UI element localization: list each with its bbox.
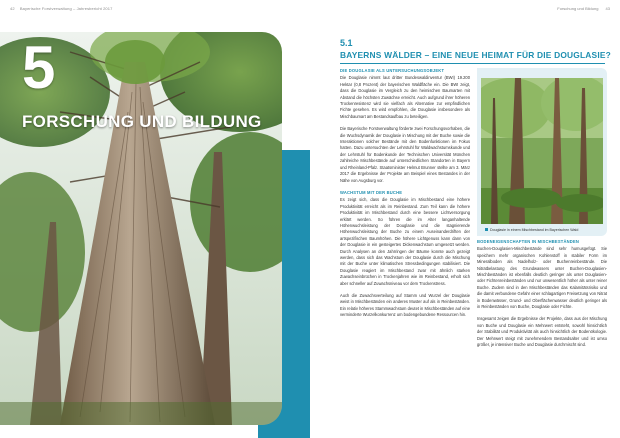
section-rule: [340, 63, 605, 64]
subheading: DIE DOUGLASIE ALS UNTERSUCHUNGSOBJEKT: [340, 68, 445, 73]
text-column-left: [340, 68, 470, 325]
right-running-header: [551, 6, 610, 11]
chapter-number: 5: [22, 34, 56, 101]
caption-marker-icon: [485, 228, 488, 231]
paragraph: Buchen-Douglasien-Mischbestände sind sehr humusgefügt. Sie speichern mehr organischen Kohlenstoff in stabiler Form im Mineralboden als Nadelholz- oder Buchenreinbestände. Die Nitratbelastung des Grundwassers unter Buchen-Douglasien-Mischbeständen ist ebenfalls deutlich geringer als unter Douglasien- oder Fichtenreinbeständen und nur unwesentlich höher als unter reiner Buche. Zudem sind in den Mischbeständen das Kalamitätsrisiko und die damit verbundene Gefahr einer schlagartigen Freisetzung von Nitrat in Bodenwässer, Grund- und Oberflächenwasser deutlich geringer als in Reinbeständen von Buche, Douglasie oder Fichte.: [477, 246, 607, 310]
figure-caption: [485, 228, 578, 232]
subheading: WACHSTUM MIT DER BUCHE: [340, 189, 403, 195]
right-page-number: 43: [605, 6, 610, 11]
left-running-title: Bayerische Forstverwaltung – Jahresbericht 2017: [19, 6, 113, 11]
left-running-header: [10, 6, 116, 11]
paragraph: Es zeigt sich, dass die Douglasie im Mischbestand eine höhere Produktivität erreicht als im Reinbestand. Zum Teil kann die höhere Produktivität im Mischbestand durch eine bessere Lichtversorgung erklärt werden. So führen die im Alter langanhaltende Höhenwuchsleistung der Douglasie und die stagnierende Höhenwuchsleistung der Buche zu einem Auseinanderdriften der artspezifischen Baumhöhen. Die höhere Lichtgenuss kann dann von der Douglasie in ein gesteigertes Dickenwachstum umgesetzt werden. Durch Analysen an den Jahrringen der Bäume konnte auch gezeigt werden, dass sich das Wachstum der Douglasie durch die Mischung mit der Buche unter klimatischen Stressbedingungen stabilisiert. Die Douglasie reagiert im Mischbestand zwar mit ähnlich starken Zuwachseinbrüchen in Trockenjahren wie im Reinbestand, erholt sich aber schneller auf Zuwachsniveau vor dem Trockenstress.: [340, 197, 470, 286]
text-column-right: [477, 239, 607, 355]
section-title: BAYERNS WÄLDER – EINE NEUE HEIMAT FÜR DIE DOUGLASIE?: [340, 50, 611, 60]
figure-box: [477, 68, 607, 236]
chapter-title: FORSCHUNG UND BILDUNG: [22, 112, 262, 131]
paragraph: Die Bayerische Forstverwaltung förderte zwei Forschungsvorhaben, die die Wuchsdynamik der Douglasie in Mischung mit der Buche sowie die Interaktionen solcher Bestände mit den Bodenfunktionen im Fokus hatten. Dazu untersuchten der Lehrstuhl für Waldwachstumskunde und der Lehrstuhl für Bodenkunde der Technischen Universität München zahlreiche Mischbestände auf unterschiedlichen Standorten in Bayern und Rheinland-Pfalz. Staatsminister Helmut Brunner stellte am 3. März 2017 die Ergebnisse der Projekte am Beispiel eines Bestandes in der Nähe von Augsburg vor.: [340, 126, 470, 183]
paragraph: Insgesamt zeigen die Ergebnisse der Projekte, dass aus der Mischung von Buche und Douglasie ein Mehrwert entsteht, sowohl hinsichtlich der Stabilität und Produktivität als auch hinsichtlich der Bodenökologie. Der Mehrwert steigt mit zunehmendem Bestandsalter und ist umso größer, je intensiver Buche und Douglasie durchmischt sind.: [477, 316, 607, 348]
right-running-section: Forschung und Bildung: [557, 6, 599, 11]
subheading: BODENEIGENSCHAFTEN IN MISCHBESTÄNDEN: [477, 239, 580, 244]
right-page: [310, 0, 620, 438]
paragraph: Die Douglasie nimmt laut dritter Bundeswaldinventur (BWI) 19.200 Hektar (0,8 Prozent) der bayerischen Waldfläche ein. Die BWI zeigt, dass die Douglasie im Vergleich zu den heimischen Baumarten mit Abstand die höchsten Zuwächse erreicht. Auch aufgrund ihrer höheren Trockenresistenz wird sie vielfach als Alternative zur empfindlichen Fichte gesehen. Es wird empfohlen, die Douglasie insbesondere als Mischbaumart am Bestandsaufbau zu beteiligen.: [340, 75, 470, 119]
left-page-number: 42: [10, 6, 15, 11]
figure-caption-text: Douglasie in einem Mischbestand im Bayerischen Wald: [490, 228, 579, 232]
forest-photo: [481, 78, 603, 224]
section-number: 5.1: [340, 38, 353, 48]
paragraph: Auch die Zuwachsverteilung auf Stamm und Wurzel der Douglasie weist in Mischbeständen ein anderes Muster auf als in Reinbeständen. Ein relativ höheres Stammwachstum deutet in Mischbeständen auf eine verminderte Wurzelkonkurrenz um bodengebundene Ressourcen hin.: [340, 293, 470, 318]
